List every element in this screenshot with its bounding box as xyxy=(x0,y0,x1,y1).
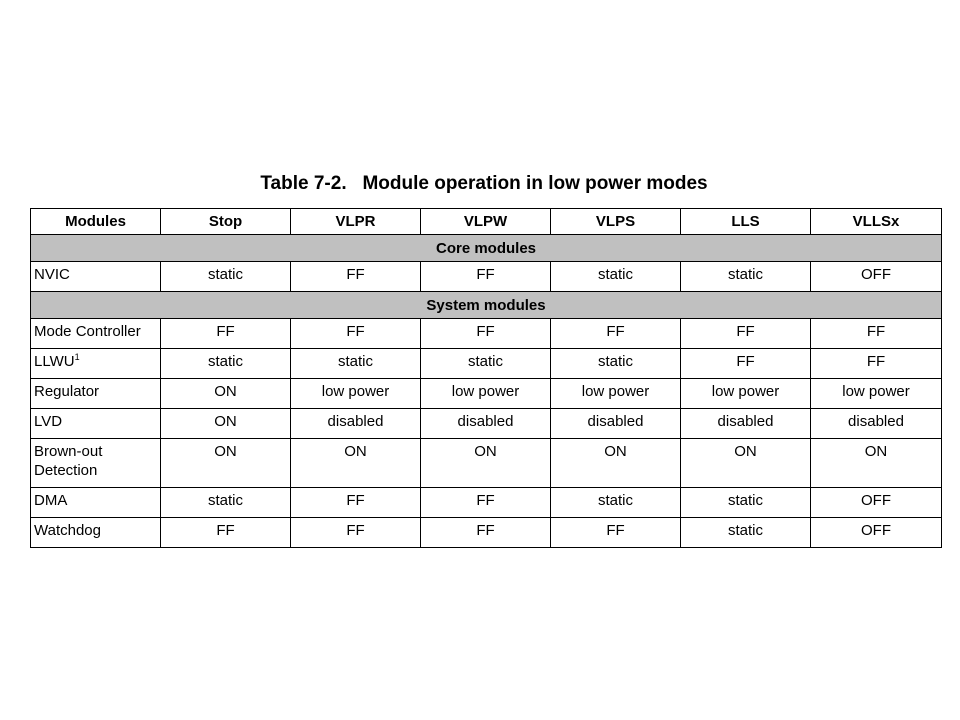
module-name: DMA xyxy=(34,492,68,509)
module-operation-table xyxy=(30,208,942,548)
value-cell: FF xyxy=(161,319,291,349)
value-cell: static xyxy=(551,488,681,518)
module-name: Mode Controller xyxy=(34,323,141,340)
value-cell: ON xyxy=(681,439,811,488)
value-cell: low power xyxy=(811,379,942,409)
value-cell: ON xyxy=(161,379,291,409)
table-row xyxy=(31,488,942,518)
table-caption-label: Table 7-2. xyxy=(260,173,347,194)
module-cell xyxy=(31,409,161,439)
module-cell xyxy=(31,319,161,349)
module-cell xyxy=(31,439,161,488)
section-title: Core modules xyxy=(31,235,942,262)
value-cell: FF xyxy=(421,262,551,292)
value-cell: disabled xyxy=(811,409,942,439)
table-row xyxy=(31,439,942,488)
value-cell: low power xyxy=(551,379,681,409)
value-cell: FF xyxy=(161,518,291,548)
value-cell: FF xyxy=(681,349,811,379)
value-cell: low power xyxy=(681,379,811,409)
module-name: Watchdog xyxy=(34,522,101,539)
module-name: NVIC xyxy=(34,266,70,283)
header-lls: LLS xyxy=(681,209,811,235)
header-vlpw: VLPW xyxy=(421,209,551,235)
value-cell: FF xyxy=(291,488,421,518)
value-cell: FF xyxy=(421,518,551,548)
table-row xyxy=(31,379,942,409)
value-cell: FF xyxy=(551,518,681,548)
value-cell: disabled xyxy=(551,409,681,439)
module-cell xyxy=(31,518,161,548)
value-cell: static xyxy=(421,349,551,379)
table-row xyxy=(31,349,942,379)
value-cell: OFF xyxy=(811,262,942,292)
value-cell: OFF xyxy=(811,518,942,548)
footnote-marker: 1 xyxy=(74,352,80,362)
value-cell: low power xyxy=(291,379,421,409)
value-cell: static xyxy=(681,518,811,548)
value-cell: static xyxy=(681,262,811,292)
module-cell xyxy=(31,488,161,518)
value-cell: disabled xyxy=(421,409,551,439)
section-title: System modules xyxy=(31,292,942,319)
value-cell: ON xyxy=(811,439,942,488)
module-cell xyxy=(31,262,161,292)
value-cell: static xyxy=(161,262,291,292)
header-stop: Stop xyxy=(161,209,291,235)
value-cell: static xyxy=(161,488,291,518)
section-row-core xyxy=(31,235,942,262)
value-cell: disabled xyxy=(681,409,811,439)
module-cell xyxy=(31,349,161,379)
value-cell: ON xyxy=(421,439,551,488)
value-cell: FF xyxy=(291,518,421,548)
header-vlpr: VLPR xyxy=(291,209,421,235)
value-cell: static xyxy=(551,349,681,379)
value-cell: low power xyxy=(421,379,551,409)
header-modules: Modules xyxy=(31,209,161,235)
value-cell: FF xyxy=(421,488,551,518)
table-row xyxy=(31,518,942,548)
table-row xyxy=(31,409,942,439)
value-cell: FF xyxy=(551,319,681,349)
value-cell: static xyxy=(291,349,421,379)
header-vlps: VLPS xyxy=(551,209,681,235)
table-caption-title: Module operation in low power modes xyxy=(362,173,708,194)
value-cell: ON xyxy=(161,409,291,439)
module-name: LLWU xyxy=(34,353,75,370)
module-name: Brown-out Detection xyxy=(34,443,103,479)
value-cell: static xyxy=(681,488,811,518)
value-cell: OFF xyxy=(811,488,942,518)
value-cell: ON xyxy=(551,439,681,488)
value-cell: FF xyxy=(291,319,421,349)
header-row xyxy=(31,209,942,235)
module-name: Regulator xyxy=(34,383,100,400)
value-cell: ON xyxy=(161,439,291,488)
value-cell: FF xyxy=(421,319,551,349)
table-caption xyxy=(0,172,960,196)
value-cell: FF xyxy=(681,319,811,349)
section-row-system xyxy=(31,292,942,319)
table-row xyxy=(31,319,942,349)
value-cell: FF xyxy=(811,349,942,379)
value-cell: FF xyxy=(291,262,421,292)
value-cell: ON xyxy=(291,439,421,488)
header-vllsx: VLLSx xyxy=(811,209,942,235)
value-cell: disabled xyxy=(291,409,421,439)
module-name: LVD xyxy=(34,413,63,430)
value-cell: static xyxy=(551,262,681,292)
table-row xyxy=(31,262,942,292)
value-cell: static xyxy=(161,349,291,379)
value-cell: FF xyxy=(811,319,942,349)
module-cell xyxy=(31,379,161,409)
